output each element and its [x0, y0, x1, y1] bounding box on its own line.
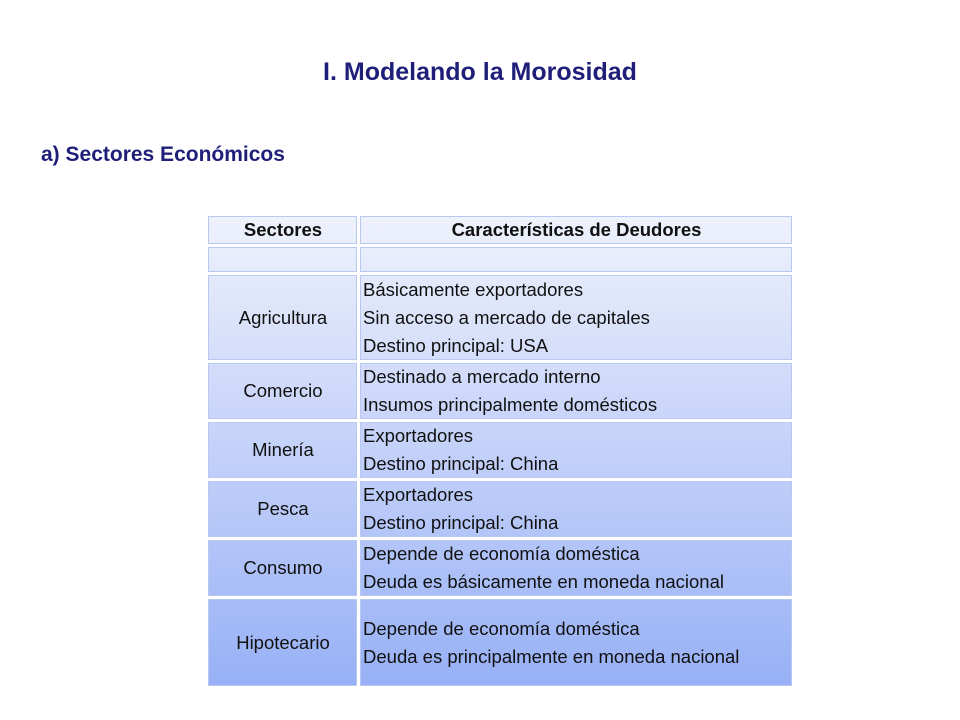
description-line: Deuda es básicamente en moneda nacional	[363, 571, 724, 592]
table-row	[208, 599, 795, 689]
sector-cell: Pesca	[208, 481, 360, 540]
sector-cell: Minería	[208, 422, 360, 481]
table-row	[208, 247, 795, 275]
description-line: Exportadores	[363, 425, 474, 446]
sector-cell: Consumo	[208, 540, 360, 599]
description-line: Deuda es principalmente en moneda nacional	[363, 645, 740, 667]
sectors-table	[207, 215, 795, 689]
description-line: Destinado a mercado interno	[363, 366, 601, 387]
description-cell	[360, 247, 795, 275]
description-cell	[360, 275, 795, 363]
description-cell	[360, 481, 795, 540]
description-line: Sin acceso a mercado de capitales	[363, 306, 650, 328]
slide-title: I. Modelando la Morosidad	[323, 58, 637, 86]
sector-cell	[208, 247, 360, 275]
description-line: Exportadores	[363, 484, 474, 505]
table-row	[208, 363, 795, 422]
description-cell	[360, 363, 795, 422]
sector-cell: Hipotecario	[208, 599, 360, 689]
description-line: Destino principal: China	[363, 453, 559, 474]
description-line: Insumos principalmente domésticos	[363, 394, 658, 415]
table-row	[208, 422, 795, 481]
section-heading: a) Sectores Económicos	[41, 143, 285, 166]
header-caracteristicas: Características de Deudores	[360, 216, 795, 247]
sector-cell: Comercio	[208, 363, 360, 422]
description-cell	[360, 422, 795, 481]
description-cell	[360, 599, 795, 689]
description-line: Depende de economía doméstica	[363, 617, 640, 639]
description-cell	[360, 540, 795, 599]
header-sectores: Sectores	[208, 216, 360, 247]
description-line: Básicamente exportadores	[363, 278, 584, 300]
table-row	[208, 275, 795, 363]
description-line: Destino principal: China	[363, 512, 559, 533]
sector-cell: Agricultura	[208, 275, 360, 363]
table-row	[208, 540, 795, 599]
description-line: Depende de economía doméstica	[363, 543, 640, 564]
description-line: Destino principal: USA	[363, 334, 549, 356]
table-header-row	[208, 216, 795, 247]
table-row	[208, 481, 795, 540]
